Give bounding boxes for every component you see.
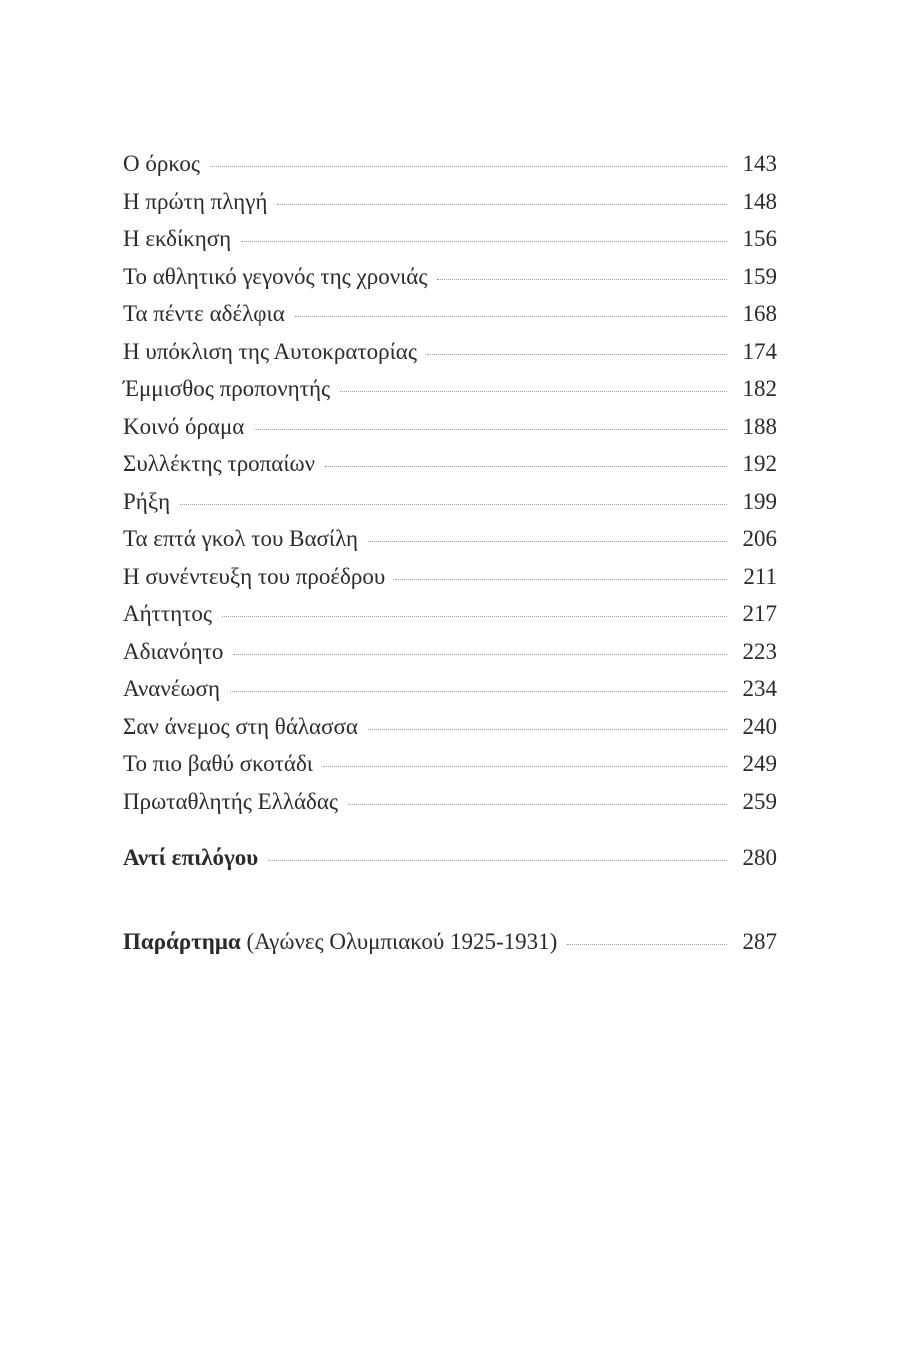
toc-entry-page: 159 bbox=[742, 263, 777, 289]
toc-entry-page: 188 bbox=[742, 413, 777, 439]
dot-leader bbox=[210, 166, 727, 167]
toc-entry-title: Έμμισθος προπονητής bbox=[123, 376, 331, 401]
dot-leader bbox=[348, 804, 727, 805]
dot-leader bbox=[340, 391, 727, 392]
toc-entry-page: 143 bbox=[742, 151, 777, 176]
dot-leader bbox=[254, 429, 727, 430]
toc-entry-title: Η πρώτη πληγή bbox=[123, 188, 268, 214]
dot-leader bbox=[230, 691, 727, 692]
dot-leader bbox=[395, 579, 727, 580]
dot-leader bbox=[325, 466, 727, 467]
toc-entry bbox=[123, 220, 777, 258]
toc-entry bbox=[123, 595, 777, 633]
dot-leader bbox=[268, 860, 727, 861]
toc-entry-title: Τα επτά γκολ του Βασίλη bbox=[123, 526, 359, 551]
dot-leader bbox=[567, 944, 727, 945]
dot-leader bbox=[323, 766, 727, 767]
toc-entry-page: 174 bbox=[742, 338, 777, 364]
toc-entry-title: Ο όρκος bbox=[123, 151, 201, 176]
dot-leader bbox=[368, 541, 727, 542]
appendix-subtitle: (Αγώνες Ολυμπιακού 1925-1931) bbox=[246, 928, 558, 954]
toc-entry-title: Η συνέντευξη του προέδρου bbox=[123, 563, 386, 589]
toc-entry-title: Το αθλητικό γεγονός της χρονιάς bbox=[123, 263, 428, 289]
toc-entry-page: 249 bbox=[742, 751, 777, 776]
toc-entry-title: Ρήξη bbox=[123, 488, 171, 514]
dot-leader bbox=[277, 204, 727, 205]
dot-leader bbox=[241, 241, 727, 242]
toc-entry-title: Πρωταθλητής Ελλάδας bbox=[123, 788, 339, 814]
appendix-title: Παράρτημα bbox=[123, 928, 241, 954]
toc-entry bbox=[123, 408, 777, 446]
toc-entry bbox=[123, 670, 777, 708]
toc-entry-title: Το πιο βαθύ σκοτάδι bbox=[123, 751, 313, 776]
toc-entry-page: 168 bbox=[742, 301, 777, 326]
toc-entry bbox=[123, 783, 777, 821]
toc-entry-appendix bbox=[123, 923, 777, 961]
toc-entry-title bbox=[123, 923, 557, 961]
dot-leader bbox=[233, 654, 727, 655]
toc-entry-page: 192 bbox=[742, 451, 777, 476]
dot-leader bbox=[295, 316, 727, 317]
toc-entry-title: Η εκδίκηση bbox=[123, 226, 232, 251]
toc-entry-epilogue bbox=[123, 839, 777, 877]
toc-entry-page: 206 bbox=[742, 526, 777, 551]
dot-leader bbox=[368, 729, 727, 730]
toc-entry-title: Η υπόκλιση της Αυτοκρατορίας bbox=[123, 338, 417, 364]
toc-entry bbox=[123, 558, 777, 596]
toc-entry-title: Αδιανόητο bbox=[123, 638, 224, 664]
toc-entry-title: Συλλέκτης τροπαίων bbox=[123, 451, 316, 476]
table-of-contents bbox=[123, 145, 777, 960]
toc-entry-title: Αήττητος bbox=[123, 601, 213, 626]
toc-entry-page: 280 bbox=[742, 845, 777, 870]
toc-entry-title: Κοινό όραμα bbox=[123, 413, 245, 439]
toc-entry bbox=[123, 145, 777, 183]
toc-entry-page: 156 bbox=[742, 226, 777, 251]
toc-entry bbox=[123, 258, 777, 296]
toc-entry-page: 234 bbox=[742, 676, 777, 701]
toc-entry bbox=[123, 295, 777, 333]
toc-entries bbox=[123, 145, 777, 820]
toc-entry bbox=[123, 745, 777, 783]
toc-entry-page: 217 bbox=[742, 601, 777, 626]
toc-entry-page: 182 bbox=[742, 376, 777, 401]
dot-leader bbox=[180, 504, 727, 505]
toc-entry-title: Τα πέντε αδέλφια bbox=[123, 301, 285, 326]
toc-entry bbox=[123, 483, 777, 521]
toc-entry-page: 259 bbox=[742, 788, 777, 814]
toc-entry bbox=[123, 333, 777, 371]
toc-entry-page: 287 bbox=[742, 928, 777, 954]
toc-entry bbox=[123, 633, 777, 671]
dot-leader bbox=[437, 279, 727, 280]
toc-entry-title: Αντί επιλόγου bbox=[123, 845, 259, 870]
toc-entry-page: 148 bbox=[742, 188, 777, 214]
toc-entry-page: 211 bbox=[743, 563, 777, 589]
toc-entry-page: 240 bbox=[742, 713, 777, 739]
toc-entry bbox=[123, 445, 777, 483]
dot-leader bbox=[427, 354, 727, 355]
dot-leader bbox=[222, 616, 727, 617]
toc-entry-title: Σαν άνεμος στη θάλασσα bbox=[123, 713, 358, 739]
toc-entry bbox=[123, 520, 777, 558]
toc-entry-page: 223 bbox=[742, 638, 777, 664]
toc-entry bbox=[123, 183, 777, 221]
toc-entry bbox=[123, 708, 777, 746]
toc-entry bbox=[123, 370, 777, 408]
toc-entry-page: 199 bbox=[742, 488, 777, 514]
toc-entry-title: Ανανέωση bbox=[123, 676, 220, 701]
